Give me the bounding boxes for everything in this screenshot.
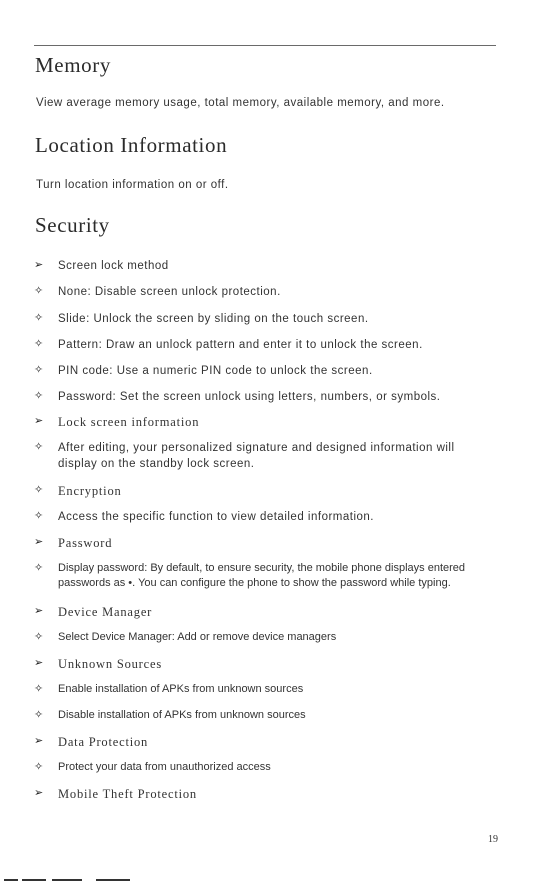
arrow-bullet-icon: ➢ [34, 657, 44, 669]
heading-location-information: Location Information [35, 133, 228, 157]
arrow-bullet-icon: ➢ [34, 259, 44, 271]
star-bullet-icon: ✧ [34, 683, 44, 695]
footer-mark [96, 879, 130, 881]
list-item-text: Unknown Sources [58, 657, 163, 671]
star-bullet-icon: ✧ [34, 761, 44, 773]
star-bullet-icon: ✧ [34, 484, 44, 496]
list-item [34, 337, 504, 353]
footer-mark [22, 879, 46, 881]
arrow-bullet-icon: ➢ [34, 735, 44, 747]
page-number: 19 [488, 834, 498, 845]
list-item-text: Protect your data from unauthorized access [58, 761, 271, 773]
list-item [34, 734, 504, 750]
list-item-text: Select Device Manager: Add or remove device managers [58, 631, 337, 643]
list-item [34, 604, 504, 620]
list-item-text: Slide: Unlock the screen by sliding on the touch screen. [58, 313, 369, 325]
heading-security: Security [35, 213, 110, 237]
arrow-bullet-icon: ➢ [34, 415, 44, 427]
list-item-text: PIN code: Use a numeric PIN code to unlock the screen. [58, 365, 373, 377]
list-item-text: Device Manager [58, 605, 153, 619]
list-item-text: Screen lock method [58, 260, 169, 272]
list-item-text: Enable installation of APKs from unknown sources [58, 683, 304, 695]
list-item-text: Display password: By default, to ensure security, the mobile phone displays entered passwords as •. You can configure the phone to show the password while typing. [58, 562, 466, 589]
list-item-text: Password [58, 536, 113, 550]
list-item-text: Password: Set the screen unlock using letters, numbers, or symbols. [58, 391, 441, 403]
list-item [34, 682, 504, 697]
list-item [34, 630, 504, 645]
star-bullet-icon: ✧ [34, 709, 44, 721]
list-item [34, 414, 504, 430]
list-item [34, 483, 504, 499]
list-item [34, 389, 504, 405]
arrow-bullet-icon: ➢ [34, 605, 44, 617]
star-bullet-icon: ✧ [34, 364, 44, 376]
list-item [34, 284, 504, 300]
list-item-text: Pattern: Draw an unlock pattern and enter it to unlock the screen. [58, 339, 423, 351]
list-item [34, 708, 504, 723]
list-item [34, 440, 504, 472]
location-description: Turn location information on or off. [36, 179, 229, 191]
star-bullet-icon: ✧ [34, 631, 44, 643]
star-bullet-icon: ✧ [34, 562, 44, 574]
list-item-text: Encryption [58, 484, 122, 498]
list-item [34, 535, 504, 551]
list-item [34, 311, 504, 327]
list-item [34, 786, 504, 802]
list-item-text: Mobile Theft Protection [58, 787, 197, 801]
list-item-text: Data Protection [58, 735, 149, 749]
footer-mark [4, 879, 18, 881]
arrow-bullet-icon: ➢ [34, 536, 44, 548]
arrow-bullet-icon: ➢ [34, 787, 44, 799]
list-item [34, 656, 504, 672]
heading-memory: Memory [35, 53, 111, 77]
list-item-text: Access the specific function to view detailed information. [58, 511, 375, 523]
list-item [34, 509, 504, 525]
list-item [34, 561, 504, 591]
list-item-text: Disable installation of APKs from unknown sources [58, 709, 306, 721]
star-bullet-icon: ✧ [34, 390, 44, 402]
star-bullet-icon: ✧ [34, 510, 44, 522]
star-bullet-icon: ✧ [34, 338, 44, 350]
list-item-text: Lock screen information [58, 415, 200, 429]
list-item-text: None: Disable screen unlock protection. [58, 286, 281, 298]
list-item-text: After editing, your personalized signature and designed information will display on the standby lock screen. [58, 442, 455, 470]
list-item [34, 258, 504, 274]
list-item [34, 760, 504, 775]
star-bullet-icon: ✧ [34, 441, 44, 453]
header-rule [34, 45, 496, 46]
memory-description: View average memory usage, total memory, available memory, and more. [36, 97, 445, 109]
star-bullet-icon: ✧ [34, 312, 44, 324]
star-bullet-icon: ✧ [34, 285, 44, 297]
footer-mark [52, 879, 82, 881]
list-item [34, 363, 504, 379]
